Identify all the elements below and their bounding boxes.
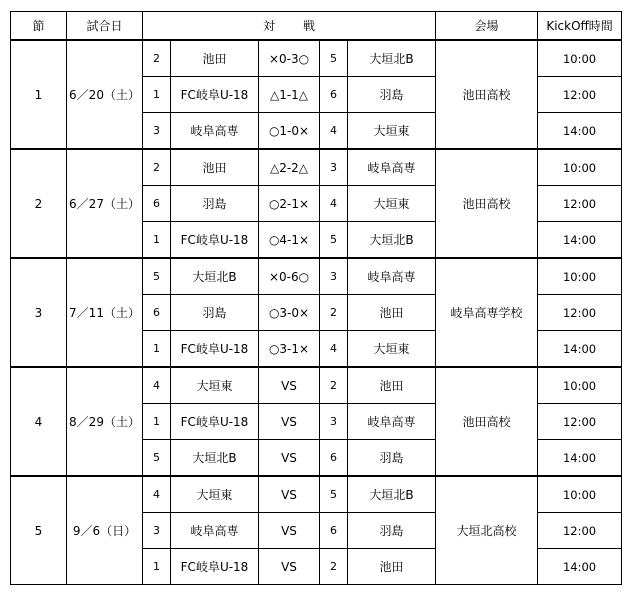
home-team: 大垣東 xyxy=(171,367,259,404)
kickoff-time: 12:00 xyxy=(538,513,622,549)
home-team: FC岐阜U-18 xyxy=(171,222,259,259)
match-result: ○3-1× xyxy=(259,331,320,368)
kickoff-time: 12:00 xyxy=(538,77,622,113)
round-number: 5 xyxy=(11,476,67,585)
header-match-1: 対 xyxy=(263,19,276,33)
home-team: FC岐阜U-18 xyxy=(171,331,259,368)
away-team: 池田 xyxy=(348,549,436,585)
kickoff-time: 10:00 xyxy=(538,367,622,404)
away-team: 大垣東 xyxy=(348,331,436,368)
home-team-number: 6 xyxy=(143,186,171,222)
kickoff-time: 10:00 xyxy=(538,476,622,513)
round-number: 2 xyxy=(11,149,67,258)
match-row xyxy=(11,40,622,77)
kickoff-time: 14:00 xyxy=(538,440,622,477)
away-team-number: 6 xyxy=(320,513,348,549)
header-match xyxy=(143,12,436,41)
away-team-number: 5 xyxy=(320,40,348,77)
match-result: △2-2△ xyxy=(259,149,320,186)
match-row xyxy=(11,149,622,186)
venue: 大垣北高校 xyxy=(436,476,538,585)
kickoff-time: 12:00 xyxy=(538,404,622,440)
home-team-number: 5 xyxy=(143,440,171,477)
kickoff-time: 14:00 xyxy=(538,549,622,585)
match-date: 7／11（土） xyxy=(67,258,143,367)
home-team-number: 3 xyxy=(143,113,171,150)
away-team: 羽島 xyxy=(348,77,436,113)
home-team-number: 2 xyxy=(143,149,171,186)
away-team-number: 2 xyxy=(320,295,348,331)
kickoff-time: 14:00 xyxy=(538,331,622,368)
venue: 池田高校 xyxy=(436,149,538,258)
match-result: VS xyxy=(259,476,320,513)
home-team-number: 5 xyxy=(143,258,171,295)
away-team-number: 5 xyxy=(320,476,348,513)
home-team-number: 4 xyxy=(143,367,171,404)
match-result: ○1-0× xyxy=(259,113,320,150)
match-result: VS xyxy=(259,513,320,549)
home-team: 大垣北B xyxy=(171,440,259,477)
away-team-number: 2 xyxy=(320,367,348,404)
match-result: ○4-1× xyxy=(259,222,320,259)
away-team: 大垣東 xyxy=(348,113,436,150)
away-team: 岐阜高専 xyxy=(348,404,436,440)
away-team: 羽島 xyxy=(348,513,436,549)
kickoff-time: 10:00 xyxy=(538,149,622,186)
away-team-number: 6 xyxy=(320,77,348,113)
schedule-body xyxy=(11,40,622,585)
match-result: VS xyxy=(259,404,320,440)
home-team: 大垣北B xyxy=(171,258,259,295)
venue: 岐阜高専学校 xyxy=(436,258,538,367)
home-team: 羽島 xyxy=(171,186,259,222)
away-team: 羽島 xyxy=(348,440,436,477)
home-team-number: 6 xyxy=(143,295,171,331)
away-team: 大垣北B xyxy=(348,476,436,513)
away-team: 岐阜高専 xyxy=(348,258,436,295)
match-result: ○3-0× xyxy=(259,295,320,331)
home-team: FC岐阜U-18 xyxy=(171,77,259,113)
schedule-document xyxy=(10,11,622,585)
away-team: 池田 xyxy=(348,295,436,331)
away-team-number: 5 xyxy=(320,222,348,259)
away-team-number: 3 xyxy=(320,149,348,186)
header-setsu: 節 xyxy=(11,12,67,41)
match-date: 6／20（土） xyxy=(67,40,143,149)
away-team-number: 6 xyxy=(320,440,348,477)
match-row xyxy=(11,476,622,513)
away-team-number: 4 xyxy=(320,113,348,150)
away-team-number: 2 xyxy=(320,549,348,585)
match-result: ○2-1× xyxy=(259,186,320,222)
away-team-number: 3 xyxy=(320,258,348,295)
home-team-number: 2 xyxy=(143,40,171,77)
home-team-number: 1 xyxy=(143,549,171,585)
match-row xyxy=(11,367,622,404)
match-result: VS xyxy=(259,549,320,585)
home-team: 岐阜高専 xyxy=(171,513,259,549)
match-date: 6／27（土） xyxy=(67,149,143,258)
round-number: 1 xyxy=(11,40,67,149)
kickoff-time: 14:00 xyxy=(538,113,622,150)
home-team-number: 1 xyxy=(143,222,171,259)
kickoff-time: 12:00 xyxy=(538,186,622,222)
venue: 池田高校 xyxy=(436,40,538,149)
match-result: △1-1△ xyxy=(259,77,320,113)
home-team: 池田 xyxy=(171,40,259,77)
away-team-number: 4 xyxy=(320,331,348,368)
header-kickoff: KickOff時間 xyxy=(538,12,622,41)
kickoff-time: 10:00 xyxy=(538,40,622,77)
home-team-number: 3 xyxy=(143,513,171,549)
header-date: 試合日 xyxy=(67,12,143,41)
home-team: FC岐阜U-18 xyxy=(171,404,259,440)
kickoff-time: 10:00 xyxy=(538,258,622,295)
home-team-number: 1 xyxy=(143,331,171,368)
home-team-number: 4 xyxy=(143,476,171,513)
away-team: 池田 xyxy=(348,367,436,404)
home-team: 岐阜高専 xyxy=(171,113,259,150)
home-team-number: 1 xyxy=(143,77,171,113)
match-result: ×0-6○ xyxy=(259,258,320,295)
match-row xyxy=(11,258,622,295)
match-result: ×0-3○ xyxy=(259,40,320,77)
match-date: 8／29（土） xyxy=(67,367,143,476)
away-team: 大垣北B xyxy=(348,40,436,77)
away-team: 岐阜高専 xyxy=(348,149,436,186)
header-match-2: 戦 xyxy=(303,19,316,33)
away-team: 大垣東 xyxy=(348,186,436,222)
away-team: 大垣北B xyxy=(348,222,436,259)
home-team: 羽島 xyxy=(171,295,259,331)
venue: 池田高校 xyxy=(436,367,538,476)
header-venue: 会場 xyxy=(436,12,538,41)
round-number: 4 xyxy=(11,367,67,476)
header-row xyxy=(11,12,622,41)
kickoff-time: 12:00 xyxy=(538,295,622,331)
match-date: 9／6（日） xyxy=(67,476,143,585)
kickoff-time: 14:00 xyxy=(538,222,622,259)
away-team-number: 4 xyxy=(320,186,348,222)
match-result: VS xyxy=(259,440,320,477)
home-team: 池田 xyxy=(171,149,259,186)
home-team: FC岐阜U-18 xyxy=(171,549,259,585)
match-schedule-table xyxy=(10,11,622,585)
match-result: VS xyxy=(259,367,320,404)
away-team-number: 3 xyxy=(320,404,348,440)
home-team: 大垣東 xyxy=(171,476,259,513)
home-team-number: 1 xyxy=(143,404,171,440)
round-number: 3 xyxy=(11,258,67,367)
